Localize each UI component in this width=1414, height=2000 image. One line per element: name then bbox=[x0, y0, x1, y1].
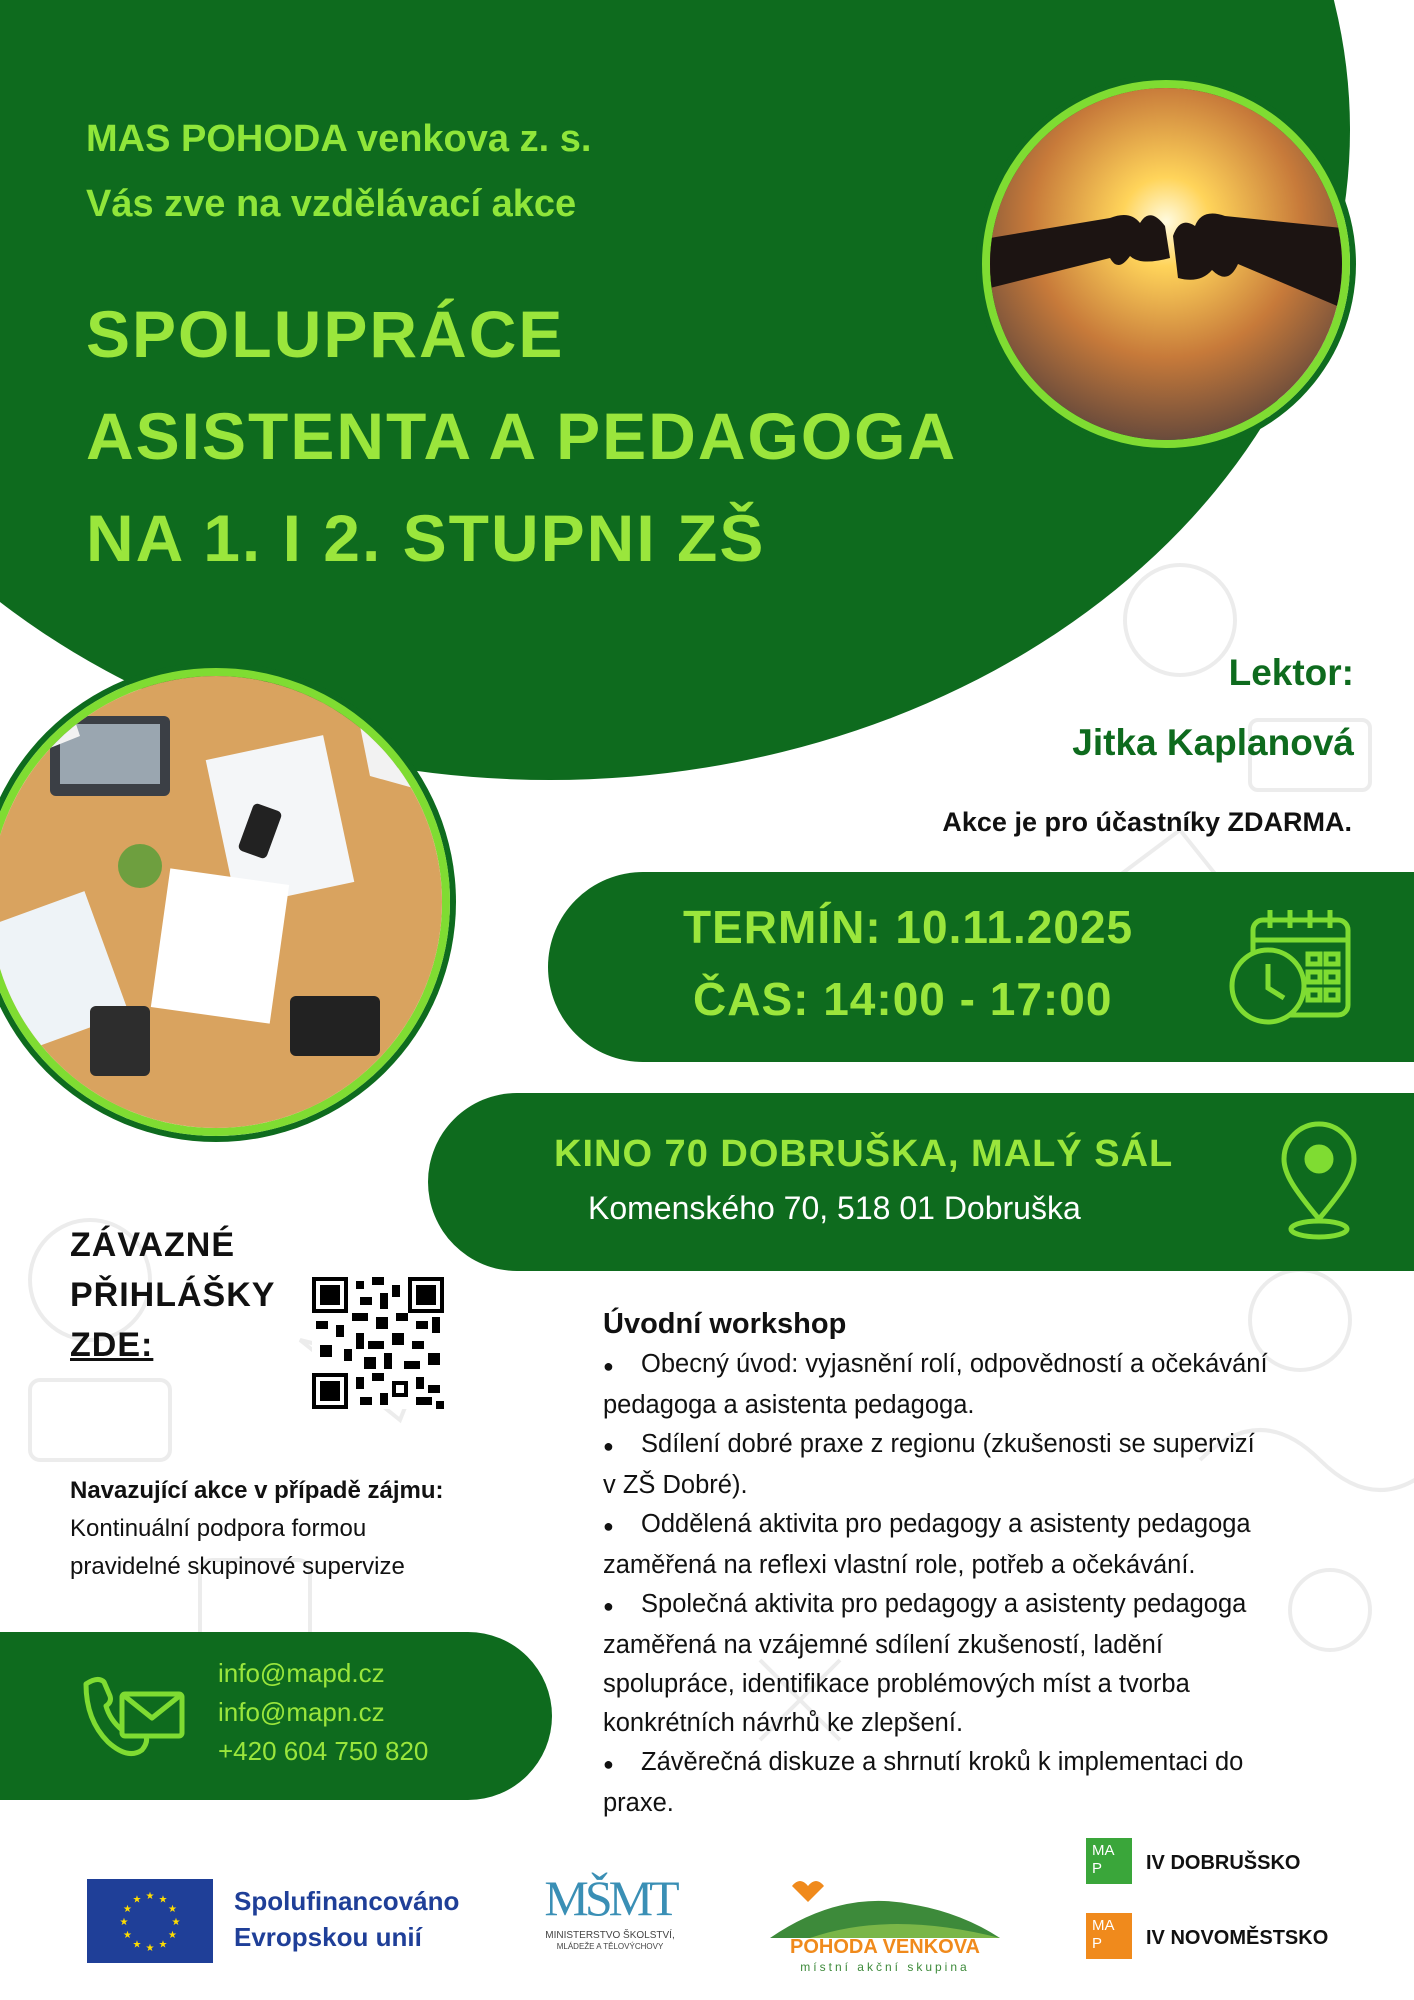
workshop-item-text: Obecný úvod: vyjasnění rolí, odpovědností a očekávání bbox=[641, 1350, 1268, 1378]
workshop-item-line bbox=[603, 1425, 1363, 1466]
location-banner bbox=[428, 1093, 1414, 1271]
eu-star-icon: ★ bbox=[168, 1904, 178, 1915]
venue-name: KINO 70 DOBRUŠKA, MALÝ SÁL bbox=[554, 1133, 1174, 1175]
bullet-icon: ● bbox=[603, 1754, 614, 1774]
eu-star-icon: ★ bbox=[119, 1917, 129, 1928]
bullet-icon: ● bbox=[603, 1516, 614, 1536]
workshop-item-line bbox=[603, 1626, 1363, 1665]
workshop-item-line bbox=[603, 1743, 1363, 1784]
eu-flag-logo bbox=[87, 1879, 213, 1963]
eu-text-line-1: Spolufinancováno bbox=[234, 1886, 460, 1916]
eu-star-icon: ★ bbox=[132, 1939, 142, 1951]
event-title-line-2: ASISTENTA A PEDAGOGA bbox=[86, 399, 958, 473]
contact-email-2[interactable]: info@mapn.cz bbox=[218, 1697, 385, 1727]
registration-link[interactable]: ZDE: bbox=[70, 1326, 154, 1364]
pohoda-name: POHODA VENKOVA bbox=[789, 1936, 981, 1958]
registration-line-1: ZÁVAZNÉ bbox=[70, 1226, 236, 1264]
event-date: TERMÍN: 10.11.2025 bbox=[683, 901, 1134, 953]
free-admission-note: Akce je pro účastníky ZDARMA. bbox=[942, 807, 1352, 837]
registration-qr-code[interactable] bbox=[312, 1277, 444, 1409]
event-time: ČAS: 14:00 - 17:00 bbox=[693, 973, 1113, 1025]
bullet-icon: ● bbox=[603, 1356, 614, 1376]
workshop-item-line bbox=[603, 1665, 1363, 1704]
map-mark-bottom: P bbox=[1092, 1860, 1103, 1877]
bullet-icon: ● bbox=[603, 1596, 614, 1616]
eu-star-icon: ★ bbox=[145, 1943, 155, 1954]
eu-star-icon: ★ bbox=[158, 1939, 168, 1951]
follow-up-section bbox=[70, 1472, 444, 1586]
lecturer-label: Lektor: bbox=[1228, 652, 1354, 693]
venue-address: Komenského 70, 518 01 Dobruška bbox=[588, 1190, 1081, 1226]
map-mark-top-2: MA bbox=[1092, 1917, 1115, 1934]
map-mark-top: MA bbox=[1092, 1842, 1115, 1859]
workshop-item-line bbox=[603, 1784, 1363, 1823]
workshop-item-text: zaměřená na reflexi vlastní role, potřeb a očekávání. bbox=[603, 1551, 1196, 1579]
phone-mail-icon bbox=[78, 1672, 188, 1762]
eu-star-icon: ★ bbox=[158, 1894, 168, 1906]
eu-cofunding-text bbox=[234, 1883, 459, 1955]
msmt-name-line-2: MLÁDEŽE A TĚLOVÝCHOVY bbox=[556, 1942, 664, 1951]
workshop-agenda-list bbox=[603, 1345, 1363, 1823]
invitation-line: Vás zve na vzdělávací akce bbox=[86, 183, 577, 225]
puzzle-hands-photo bbox=[982, 80, 1350, 448]
workshop-item bbox=[603, 1585, 1363, 1743]
workshop-item-line bbox=[603, 1546, 1363, 1585]
map-dobrusko-logo-mark bbox=[1086, 1838, 1132, 1884]
follow-up-heading: Navazující akce v případě zájmu: bbox=[70, 1477, 444, 1504]
workshop-item-line bbox=[603, 1704, 1363, 1743]
workshop-item-line bbox=[603, 1585, 1363, 1626]
organization-line: MAS POHODA venkova z. s. bbox=[86, 118, 592, 160]
follow-up-text-line-2: pravidelné skupinové supervize bbox=[70, 1553, 405, 1580]
eu-text-line-2: Evropskou unií bbox=[234, 1922, 422, 1952]
lecturer-name: Jitka Kaplanová bbox=[1072, 722, 1354, 763]
workshop-item-line bbox=[603, 1505, 1363, 1546]
contact-details bbox=[218, 1654, 428, 1771]
workshop-item-text: Sdílení dobré praxe z regionu (zkušenosti se supervizí bbox=[641, 1430, 1255, 1458]
map-mark-bottom-2: P bbox=[1092, 1935, 1103, 1952]
workshop-item-text: pedagoga a asistenta pedagoga. bbox=[603, 1391, 975, 1419]
workshop-item bbox=[603, 1743, 1363, 1823]
map-dobrusko-label: IV DOBRUŠSKO bbox=[1146, 1852, 1301, 1874]
workshop-item-text: konkrétních návrhů ke zlepšení. bbox=[603, 1709, 964, 1737]
workshop-item-text: Společná aktivita pro pedagogy a asistenty pedagoga bbox=[641, 1590, 1247, 1618]
workshop-item bbox=[603, 1425, 1363, 1505]
workshop-item-line bbox=[603, 1345, 1363, 1386]
office-teamwork-photo bbox=[0, 668, 450, 1136]
event-title-line-3: NA 1. I 2. STUPNI ZŠ bbox=[86, 501, 766, 575]
registration-line-2: PŘIHLÁŠKY bbox=[70, 1276, 276, 1314]
workshop-description bbox=[603, 1305, 1363, 1823]
workshop-item-text: Oddělená aktivita pro pedagogy a asistenty pedagoga bbox=[641, 1510, 1251, 1538]
workshop-item-text: Závěrečná diskuze a shrnutí kroků k implementaci do bbox=[641, 1748, 1244, 1776]
pohoda-venkova-logo bbox=[770, 1876, 1000, 1976]
map-novomestsko-logo-mark bbox=[1086, 1913, 1132, 1959]
schedule-banner bbox=[548, 872, 1414, 1062]
map-pin-icon bbox=[1274, 1119, 1364, 1243]
workshop-heading: Úvodní workshop bbox=[603, 1308, 847, 1340]
eu-star-icon: ★ bbox=[171, 1917, 181, 1928]
msmt-logo bbox=[520, 1872, 700, 1952]
workshop-item-line bbox=[603, 1466, 1363, 1505]
workshop-item-line bbox=[603, 1386, 1363, 1425]
contact-email-1[interactable]: info@mapd.cz bbox=[218, 1658, 385, 1688]
workshop-item-text: spolupráce, identifikace problémových míst a tvorba bbox=[603, 1670, 1190, 1698]
contact-banner bbox=[0, 1632, 552, 1800]
event-title-line-1: SPOLUPRÁCE bbox=[86, 297, 565, 371]
bullet-icon: ● bbox=[603, 1436, 614, 1456]
follow-up-text-line-1: Kontinuální podpora formou bbox=[70, 1515, 367, 1542]
workshop-item-text: zaměřená na vzájemné sdílení zkušeností, ladění bbox=[603, 1631, 1163, 1659]
workshop-item bbox=[603, 1505, 1363, 1585]
eu-star-icon: ★ bbox=[168, 1930, 178, 1941]
eu-star-icon: ★ bbox=[132, 1894, 142, 1906]
eu-star-icon: ★ bbox=[122, 1904, 132, 1915]
registration-text bbox=[70, 1220, 275, 1370]
pohoda-subtitle: místní akční skupina bbox=[800, 1960, 970, 1974]
workshop-item bbox=[603, 1345, 1363, 1425]
msmt-name-line-1: MINISTERSTVO ŠKOLSTVÍ, bbox=[545, 1930, 675, 1941]
calendar-clock-icon bbox=[1228, 908, 1358, 1028]
msmt-mark: MŠMT bbox=[544, 1870, 676, 1926]
eu-star-icon: ★ bbox=[122, 1930, 132, 1941]
map-novomestsko-label: IV NOVOMĚSTSKO bbox=[1146, 1927, 1329, 1949]
eu-star-icon: ★ bbox=[145, 1891, 155, 1902]
workshop-item-text: praxe. bbox=[603, 1789, 674, 1817]
workshop-item-text: v ZŠ Dobré). bbox=[603, 1471, 748, 1499]
contact-phone[interactable]: +420 604 750 820 bbox=[218, 1736, 429, 1766]
